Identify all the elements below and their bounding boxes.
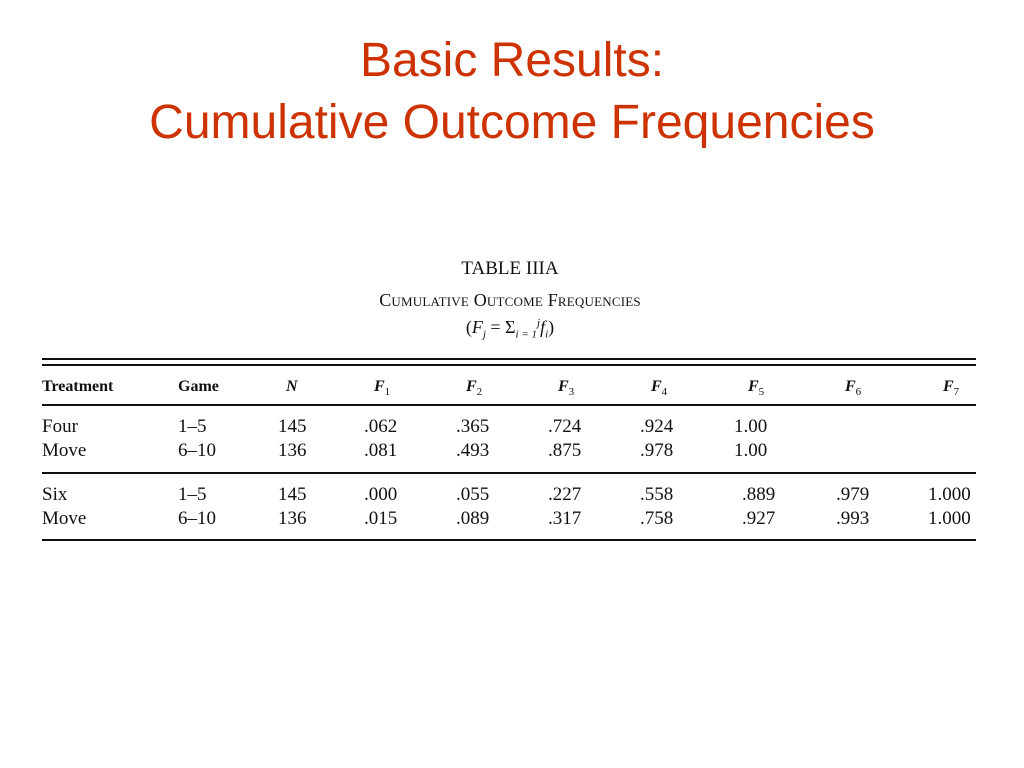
table-top-rule-2 [42, 364, 976, 366]
f-cell: .924 [640, 416, 674, 437]
game-cell: 6–10 [178, 508, 216, 529]
f-cell: .493 [456, 440, 490, 461]
table-header-rule [42, 404, 976, 406]
f-cell: 1.00 [734, 440, 768, 461]
f-cell: .927 [742, 508, 776, 529]
f-cell: .724 [548, 416, 582, 437]
header-n: N [286, 378, 298, 395]
game-cell: 6–10 [178, 440, 216, 461]
header-treatment: Treatment [42, 378, 114, 395]
f-cell: .055 [456, 484, 490, 505]
header-f2: $F_2$ [466, 378, 483, 399]
table-bottom-rule [42, 539, 976, 541]
header-f7: $F_7$ [943, 378, 960, 399]
f-cell: .365 [456, 416, 490, 437]
treatment-label: Move [42, 440, 87, 461]
f-cell: .558 [640, 484, 674, 505]
n-cell: 136 [278, 440, 307, 461]
f-cell: .062 [364, 416, 398, 437]
header-f3: $F_3$ [558, 378, 575, 399]
table-caption: TABLE IIIA [461, 258, 559, 279]
header-f4: $F_4$ [651, 378, 668, 399]
table-top-rule-1 [42, 358, 976, 360]
f-cell: .978 [640, 440, 674, 461]
f-cell: .993 [836, 508, 870, 529]
game-cell: 1–5 [178, 484, 207, 505]
f-cell: .227 [548, 484, 582, 505]
header-game: Game [178, 378, 219, 395]
f-cell: .000 [364, 484, 398, 505]
f-cell: .089 [456, 508, 490, 529]
f-cell: .979 [836, 484, 870, 505]
table-formula: $(F_j = \Sigma_{i = 1}^jf_i)$ [465, 317, 555, 341]
slide-title-line-1: Basic Results: [359, 34, 665, 87]
slide-title [0, 30, 1024, 154]
f-cell: .015 [364, 508, 398, 529]
table-group-divider [42, 472, 976, 474]
header-f1: $F_1$ [374, 378, 391, 399]
f-cell: .875 [548, 440, 582, 461]
treatment-label: Move [42, 508, 87, 529]
treatment-label: Six [42, 484, 68, 505]
header-f5: $F_5$ [748, 378, 765, 399]
table-subtitle: Cumulative Outcome Frequencies [379, 290, 641, 310]
n-cell: 145 [278, 484, 307, 505]
f-cell: .889 [742, 484, 776, 505]
f-cell: 1.000 [928, 484, 971, 505]
header-f6: $F_6$ [845, 378, 862, 399]
slide-title-line-2: Cumulative Outcome Frequencies [149, 96, 875, 149]
treatment-label: Four [42, 416, 78, 437]
f-cell: 1.000 [928, 508, 971, 529]
f-cell: 1.00 [734, 416, 768, 437]
f-cell: .317 [548, 508, 582, 529]
n-cell: 145 [278, 416, 307, 437]
f-cell: .081 [364, 440, 398, 461]
n-cell: 136 [278, 508, 307, 529]
game-cell: 1–5 [178, 416, 207, 437]
f-cell: .758 [640, 508, 674, 529]
